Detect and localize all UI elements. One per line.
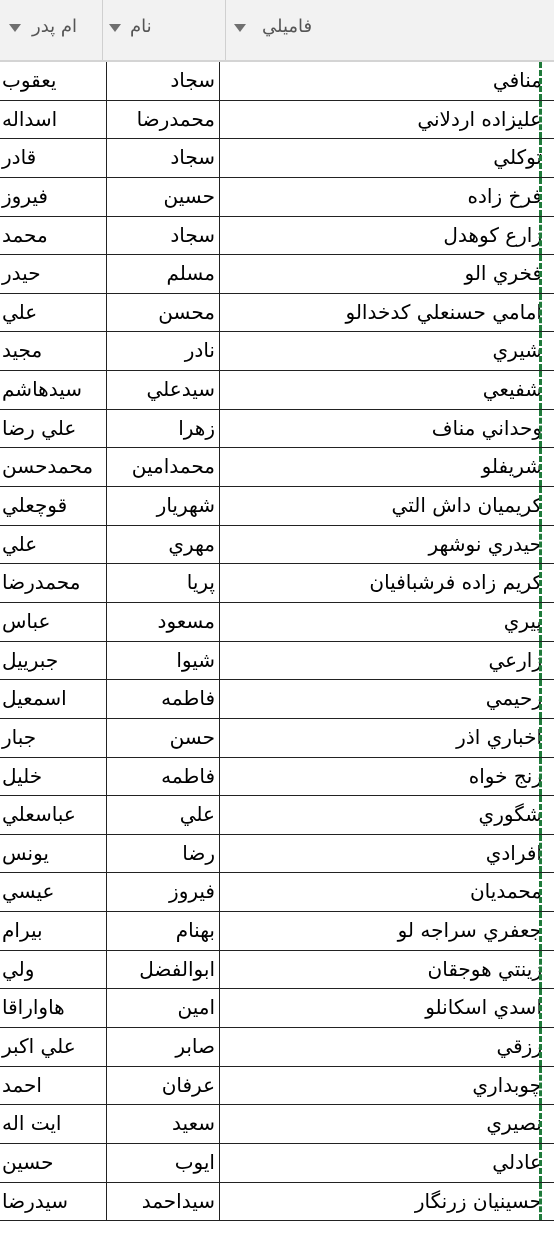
cell-last-name[interactable] (220, 680, 542, 718)
cell-comment-marker (539, 255, 542, 293)
cell-first-name-text: حسين (163, 183, 215, 208)
table-row (0, 719, 554, 758)
cell-last-name[interactable] (220, 758, 542, 796)
cell-first-name[interactable] (107, 217, 220, 255)
cell-first-name-text: ابوالفضل (139, 956, 215, 981)
cell-comment-marker (539, 332, 542, 370)
cell-last-name-text: محمديان (469, 879, 542, 904)
cell-first-name[interactable] (107, 1028, 220, 1066)
cell-father-name[interactable] (0, 62, 107, 100)
cell-father-name[interactable] (0, 989, 107, 1027)
cell-father-name[interactable] (0, 1183, 107, 1221)
cell-father-name-text: سيدهاشم (2, 377, 82, 402)
cell-last-name[interactable] (220, 989, 542, 1027)
data-rows (0, 62, 554, 1221)
cell-father-name-text: قوچعلي (2, 493, 68, 518)
cell-first-name[interactable] (107, 101, 220, 139)
cell-father-name[interactable] (0, 526, 107, 564)
table-row (0, 255, 554, 294)
cell-last-name-text: زارع كوهدل (443, 222, 542, 247)
cell-comment-marker (539, 448, 542, 486)
cell-last-name[interactable] (220, 564, 542, 602)
cell-first-name-text: مهري (168, 531, 215, 556)
cell-last-name-text: عليزاده اردلاني (417, 106, 542, 131)
header-last-name[interactable] (226, 0, 554, 60)
cell-father-name[interactable] (0, 371, 107, 409)
cell-father-name[interactable] (0, 719, 107, 757)
cell-comment-marker (539, 989, 542, 1027)
cell-father-name[interactable] (0, 1144, 107, 1182)
cell-last-name-text: منافي (492, 68, 542, 92)
cell-father-name-text: يعقوب (2, 68, 57, 92)
cell-last-name[interactable] (220, 255, 542, 293)
header-first-name[interactable] (103, 0, 226, 60)
cell-father-name-text: هاواراقا (2, 995, 65, 1020)
cell-father-name-text: اسداله (2, 106, 58, 131)
table-row (0, 448, 554, 487)
cell-first-name-text: شهريار (156, 493, 215, 518)
cell-first-name[interactable] (107, 410, 220, 448)
cell-last-name[interactable] (220, 835, 542, 873)
cell-first-name[interactable] (107, 758, 220, 796)
header-father-name[interactable] (0, 0, 103, 60)
cell-first-name[interactable] (107, 1067, 220, 1105)
cell-first-name-text: رضا (182, 840, 215, 865)
cell-comment-marker (539, 487, 542, 525)
table-row (0, 835, 554, 874)
cell-father-name[interactable] (0, 796, 107, 834)
cell-father-name-text: ولي (2, 956, 35, 981)
cell-first-name[interactable] (107, 294, 220, 332)
cell-father-name[interactable] (0, 1067, 107, 1105)
cell-first-name-text: عرفان (161, 1072, 215, 1097)
cell-first-name[interactable] (107, 989, 220, 1027)
header-first-name-label: نام (130, 16, 152, 37)
filter-dropdown-icon[interactable] (109, 24, 121, 32)
cell-first-name-text: مسعود (157, 608, 215, 633)
table-row (0, 951, 554, 990)
cell-father-name[interactable] (0, 873, 107, 911)
cell-father-name[interactable] (0, 294, 107, 332)
cell-father-name[interactable] (0, 332, 107, 370)
table-row (0, 101, 554, 140)
cell-father-name-text: عيسي (2, 879, 55, 904)
filter-dropdown-icon[interactable] (9, 24, 21, 32)
cell-last-name[interactable] (220, 1105, 542, 1143)
cell-father-name-text: جبرييل (2, 647, 59, 672)
cell-last-name-text: زارعي (488, 647, 542, 672)
cell-last-name-text: كريم زاده فرشبافيان (369, 570, 542, 595)
cell-father-name[interactable] (0, 642, 107, 680)
cell-last-name-text: فرخ زاده (467, 183, 542, 208)
cell-last-name-text: افرادي (485, 840, 542, 865)
cell-last-name-text: شگوري (478, 802, 542, 827)
cell-comment-marker (539, 178, 542, 216)
cell-comment-marker (539, 217, 542, 255)
cell-father-name-text: سيدرضا (2, 1188, 69, 1213)
cell-first-name[interactable] (107, 1144, 220, 1182)
cell-comment-marker (539, 912, 542, 950)
cell-last-name[interactable] (220, 410, 542, 448)
cell-last-name-text: حيدري نوشهر (428, 531, 542, 556)
cell-last-name-text: توكلي (493, 145, 542, 170)
table-row (0, 410, 554, 449)
cell-first-name-text: شيوا (176, 647, 215, 672)
cell-father-name[interactable] (0, 255, 107, 293)
cell-father-name[interactable] (0, 217, 107, 255)
cell-first-name[interactable] (107, 526, 220, 564)
cell-first-name-text: سجاد (170, 145, 215, 170)
cell-father-name-text: ايت اله (2, 1111, 62, 1136)
cell-last-name-text: وحداني مناف (431, 415, 542, 440)
cell-last-name[interactable] (220, 526, 542, 564)
cell-last-name[interactable] (220, 448, 542, 486)
cell-father-name[interactable] (0, 912, 107, 950)
cell-last-name-text: شفيعي (482, 377, 542, 402)
cell-last-name-text: رنج خواه (468, 763, 542, 788)
cell-comment-marker (539, 835, 542, 873)
cell-first-name[interactable] (107, 603, 220, 641)
table-row (0, 912, 554, 951)
cell-father-name-text: احمد (2, 1072, 42, 1097)
cell-last-name-text: شريفلو (481, 454, 542, 479)
cell-last-name[interactable] (220, 642, 542, 680)
cell-father-name[interactable] (0, 951, 107, 989)
cell-first-name-text: فاطمه (161, 763, 215, 788)
cell-last-name[interactable] (220, 1067, 542, 1105)
cell-first-name[interactable] (107, 564, 220, 602)
cell-father-name[interactable] (0, 487, 107, 525)
cell-comment-marker (539, 564, 542, 602)
cell-first-name[interactable] (107, 448, 220, 486)
cell-last-name[interactable] (220, 951, 542, 989)
cell-father-name[interactable] (0, 835, 107, 873)
cell-comment-marker (539, 410, 542, 448)
cell-comment-marker (539, 101, 542, 139)
cell-first-name[interactable] (107, 1105, 220, 1143)
cell-father-name[interactable] (0, 1105, 107, 1143)
cell-first-name-text: حسن (169, 724, 215, 749)
cell-first-name-text: فاطمه (161, 686, 215, 711)
cell-comment-marker (539, 1144, 542, 1182)
cell-first-name[interactable] (107, 719, 220, 757)
cell-first-name[interactable] (107, 951, 220, 989)
cell-comment-marker (539, 758, 542, 796)
table-row (0, 1105, 554, 1144)
cell-last-name-text: امامي حسنعلي كدخدالو (345, 299, 542, 324)
cell-first-name-text: بهنام (175, 918, 215, 943)
cell-father-name-text: مجيد (2, 338, 43, 363)
cell-first-name[interactable] (107, 1183, 220, 1221)
cell-comment-marker (539, 680, 542, 718)
table-row (0, 1067, 554, 1106)
cell-comment-marker (539, 951, 542, 989)
filter-dropdown-icon[interactable] (234, 24, 246, 32)
cell-last-name-text: رزقي (496, 1034, 542, 1059)
cell-first-name[interactable] (107, 912, 220, 950)
cell-last-name[interactable] (220, 332, 542, 370)
cell-first-name[interactable] (107, 255, 220, 293)
cell-father-name[interactable] (0, 178, 107, 216)
table-row (0, 217, 554, 256)
cell-last-name[interactable] (220, 101, 542, 139)
cell-last-name[interactable] (220, 796, 542, 834)
cell-first-name[interactable] (107, 642, 220, 680)
cell-father-name-text: يونس (2, 840, 49, 865)
cell-first-name-text: ايوب (174, 1149, 215, 1174)
cell-last-name[interactable] (220, 912, 542, 950)
cell-first-name-text: نادر (184, 338, 215, 363)
cell-comment-marker (539, 719, 542, 757)
cell-last-name-text: عادلي (492, 1149, 542, 1174)
cell-last-name[interactable] (220, 1028, 542, 1066)
cell-comment-marker (539, 1028, 542, 1066)
cell-comment-marker (539, 603, 542, 641)
cell-last-name[interactable] (220, 294, 542, 332)
cell-father-name-text: قادر (2, 145, 37, 170)
cell-father-name-text: علي اكبر (2, 1034, 76, 1059)
cell-first-name[interactable] (107, 873, 220, 911)
cell-last-name[interactable] (220, 719, 542, 757)
cell-father-name-text: محمدرضا (2, 570, 81, 595)
table-row (0, 487, 554, 526)
table-row (0, 1144, 554, 1183)
header-row (0, 0, 554, 62)
cell-father-name[interactable] (0, 680, 107, 718)
cell-first-name-text: علي (179, 802, 215, 827)
cell-last-name[interactable] (220, 139, 542, 177)
cell-father-name-text: عباس (2, 608, 51, 633)
cell-comment-marker (539, 642, 542, 680)
cell-comment-marker (539, 526, 542, 564)
cell-first-name-text: محسن (158, 299, 215, 324)
table-row (0, 139, 554, 178)
cell-comment-marker (539, 873, 542, 911)
cell-father-name-text: علي (2, 531, 38, 556)
cell-father-name-text: حسين (2, 1149, 54, 1174)
table-row (0, 371, 554, 410)
cell-comment-marker (539, 294, 542, 332)
cell-first-name[interactable] (107, 178, 220, 216)
cell-last-name[interactable] (220, 1183, 542, 1221)
table-row (0, 642, 554, 681)
cell-first-name-text: پريا (186, 570, 215, 595)
cell-last-name[interactable] (220, 217, 542, 255)
cell-comment-marker (539, 371, 542, 409)
cell-first-name[interactable] (107, 62, 220, 100)
table-row (0, 1183, 554, 1222)
cell-father-name[interactable] (0, 603, 107, 641)
cell-last-name[interactable] (220, 873, 542, 911)
cell-first-name-text: سجاد (170, 222, 215, 247)
cell-father-name[interactable] (0, 448, 107, 486)
table-row (0, 796, 554, 835)
table-row (0, 62, 554, 101)
cell-father-name-text: فيروز (2, 183, 48, 208)
table-row (0, 294, 554, 333)
cell-father-name-text: جبار (2, 724, 37, 749)
cell-last-name-text: زينتي هوجقان (427, 956, 542, 981)
cell-comment-marker (539, 1105, 542, 1143)
cell-first-name[interactable] (107, 487, 220, 525)
table-row (0, 758, 554, 797)
table-row (0, 873, 554, 912)
cell-first-name[interactable] (107, 332, 220, 370)
cell-father-name-text: حيدر (2, 261, 41, 286)
cell-last-name-text: رحيمي (485, 686, 542, 711)
cell-last-name[interactable] (220, 603, 542, 641)
cell-last-name[interactable] (220, 1144, 542, 1182)
cell-father-name[interactable] (0, 410, 107, 448)
cell-father-name[interactable] (0, 139, 107, 177)
cell-father-name[interactable] (0, 101, 107, 139)
cell-last-name-text: جعفري سراجه لو (397, 918, 542, 943)
cell-father-name-text: اسمعيل (2, 686, 67, 711)
table-row (0, 603, 554, 642)
cell-last-name[interactable] (220, 487, 542, 525)
cell-father-name-text: علي رضا (2, 415, 77, 440)
cell-first-name-text: صابر (175, 1034, 215, 1059)
cell-comment-marker (539, 1067, 542, 1105)
cell-first-name-text: سجاد (170, 68, 215, 92)
cell-first-name-text: سيدعلي (146, 377, 215, 402)
cell-comment-marker (539, 1183, 542, 1221)
cell-father-name[interactable] (0, 758, 107, 796)
cell-last-name-text: فخري الو (464, 261, 542, 286)
cell-father-name-text: عباسعلي (2, 802, 76, 827)
cell-first-name[interactable] (107, 139, 220, 177)
cell-first-name-text: محمدامين (131, 454, 215, 479)
cell-first-name[interactable] (107, 680, 220, 718)
cell-last-name-text: چوبداري (472, 1072, 542, 1097)
cell-last-name-text: كريميان داش التي (391, 493, 542, 518)
table-row (0, 680, 554, 719)
cell-comment-marker (539, 796, 542, 834)
cell-father-name[interactable] (0, 564, 107, 602)
table-row (0, 564, 554, 603)
cell-father-name-text: محمدحسن (2, 454, 94, 479)
cell-first-name-text: فيروز (169, 879, 215, 904)
cell-father-name-text: خليل (2, 763, 43, 788)
table-row (0, 1028, 554, 1067)
cell-last-name[interactable] (220, 62, 542, 100)
cell-first-name[interactable] (107, 835, 220, 873)
cell-last-name-text: شيري (492, 338, 542, 363)
cell-first-name-text: امين (177, 995, 215, 1020)
cell-first-name-text: سعيد (172, 1111, 215, 1136)
cell-father-name-text: بيرام (2, 918, 43, 943)
cell-first-name-text: مسلم (166, 261, 215, 286)
header-last-name-label: فاميلي (262, 16, 313, 37)
table-row (0, 989, 554, 1028)
cell-last-name-text: پيري (503, 608, 542, 633)
cell-last-name-text: اخباري اذر (456, 724, 542, 749)
cell-father-name-text: علي (2, 299, 38, 324)
cell-last-name-text: نصيري (486, 1111, 542, 1136)
cell-comment-marker (539, 139, 542, 177)
header-father-name-label: ام پدر (32, 16, 78, 37)
table-row (0, 526, 554, 565)
cell-last-name-text: اسدي اسكانلو (425, 995, 542, 1020)
cell-father-name[interactable] (0, 1028, 107, 1066)
cell-first-name-text: سيداحمد (141, 1188, 215, 1213)
cell-comment-marker (539, 62, 542, 100)
cell-father-name-text: محمد (2, 222, 48, 247)
cell-last-name[interactable] (220, 178, 542, 216)
cell-first-name[interactable] (107, 796, 220, 834)
table-row (0, 178, 554, 217)
cell-first-name-text: محمدرضا (136, 106, 215, 131)
cell-last-name-text: حسينيان زرنگار (414, 1188, 542, 1213)
cell-last-name[interactable] (220, 371, 542, 409)
table-row (0, 332, 554, 371)
cell-first-name[interactable] (107, 371, 220, 409)
cell-first-name-text: زهرا (178, 415, 215, 440)
